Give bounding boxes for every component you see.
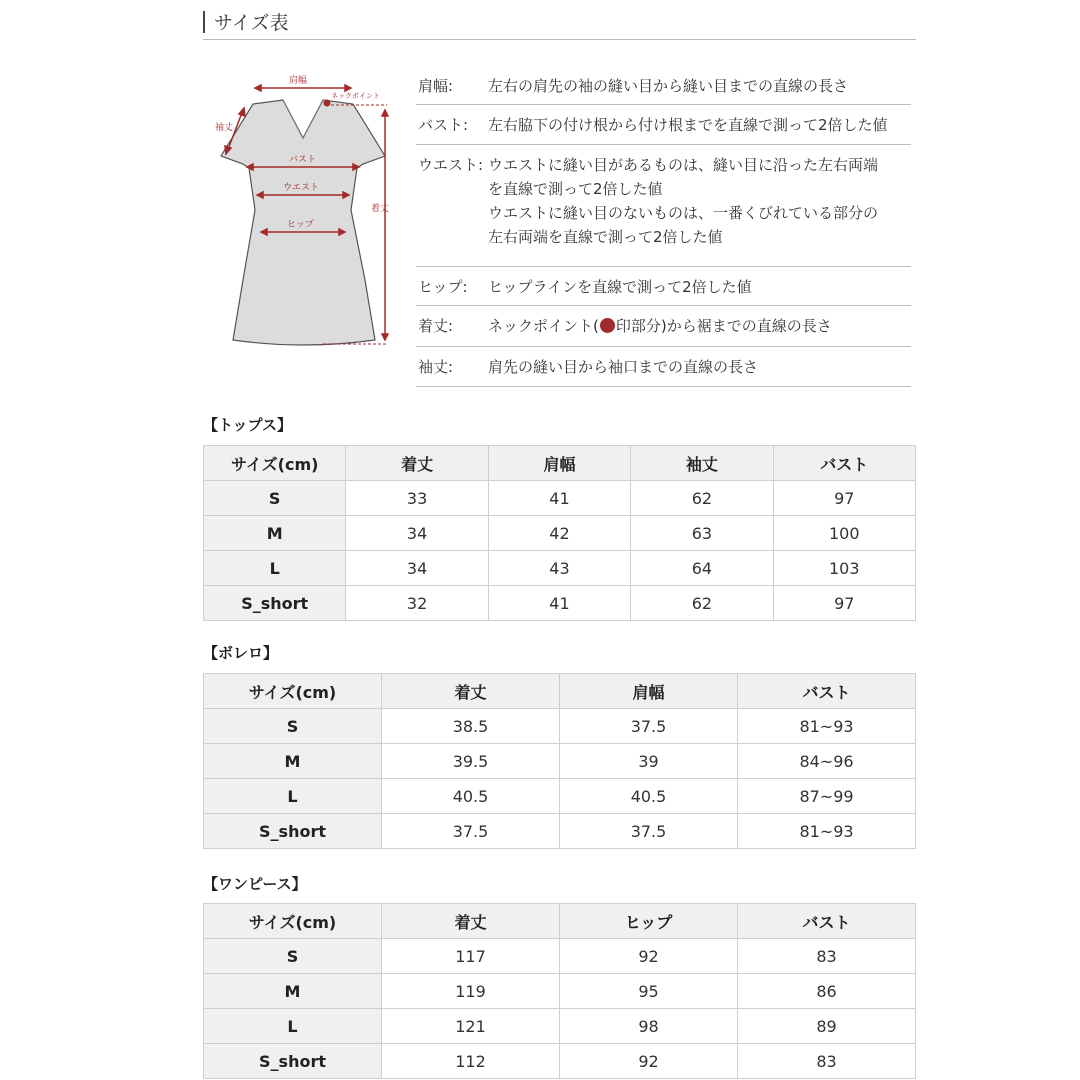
value-cell: 97 (773, 481, 915, 516)
size-cell: M (204, 516, 346, 551)
size-cell: S_short (204, 814, 382, 849)
header-cell: 袖丈 (631, 446, 773, 481)
definition-text-pre: ネックポイント( (488, 317, 599, 335)
definition-term: 着丈: (418, 317, 454, 335)
definition-text: 左右両端を直線で測って2倍した値 (488, 228, 723, 246)
definition-text-post: 印部分)から裾までの直線の長さ (615, 317, 832, 335)
size-cell: S_short (204, 1044, 382, 1079)
value-cell: 112 (382, 1044, 560, 1079)
header-cell: バスト (738, 674, 916, 709)
onepiece-size-table (203, 903, 916, 1079)
definition-term: 袖丈: (418, 358, 454, 376)
header-cell: 着丈 (346, 446, 488, 481)
value-cell: 83 (738, 1044, 916, 1079)
definition-text: を直線で測って2倍した値 (488, 180, 663, 198)
tops-section-title: 【トップス】 (203, 416, 292, 434)
value-cell: 87~99 (738, 779, 916, 814)
value-cell: 39 (560, 744, 738, 779)
onepiece-section-title: 【ワンピース】 (203, 875, 307, 893)
table-row (204, 1009, 916, 1044)
definition-term: 肩幅: (418, 77, 454, 95)
label-length: 着丈 (371, 204, 390, 214)
value-cell: 100 (773, 516, 915, 551)
value-cell: 32 (346, 586, 488, 621)
definition-hip (416, 267, 911, 306)
definition-term: ウエスト: (418, 156, 484, 174)
size-cell: S_short (204, 586, 346, 621)
size-cell: M (204, 744, 382, 779)
value-cell: 37.5 (560, 814, 738, 849)
definition-text (488, 314, 832, 338)
table-header-row (204, 446, 916, 481)
table-row (204, 481, 916, 516)
label-shoulder: 肩幅 (289, 76, 308, 86)
value-cell: 62 (631, 586, 773, 621)
definition-text: 左右脇下の付け根から付け根までを直線で測って2倍した値 (488, 116, 888, 134)
dress-illustration (203, 60, 403, 360)
header-cell: ヒップ (560, 904, 738, 939)
table-row (204, 779, 916, 814)
definition-waist (416, 145, 911, 267)
header-cell: 着丈 (382, 904, 560, 939)
definition-text: 左右の肩先の袖の縫い目から縫い目までの直線の長さ (488, 77, 849, 95)
definition-term: バスト: (418, 116, 469, 134)
table-row (204, 939, 916, 974)
value-cell: 62 (631, 481, 773, 516)
size-cell: L (204, 551, 346, 586)
header-accent-bar (203, 11, 205, 33)
size-cell: S (204, 939, 382, 974)
value-cell: 41 (488, 586, 630, 621)
label-bust: バスト (289, 155, 317, 165)
label-neck-point: ネックポイント (331, 92, 380, 100)
header-cell: 肩幅 (560, 674, 738, 709)
value-cell: 81~93 (738, 709, 916, 744)
size-cell: S (204, 481, 346, 516)
neck-point-marker (324, 100, 331, 107)
value-cell: 34 (346, 551, 488, 586)
definition-term: ヒップ: (418, 278, 468, 296)
header-cell: サイズ(cm) (204, 904, 382, 939)
value-cell: 84~96 (738, 744, 916, 779)
value-cell: 103 (773, 551, 915, 586)
value-cell: 38.5 (382, 709, 560, 744)
dress-diagram (203, 60, 403, 360)
table-row (204, 586, 916, 621)
bolero-size-table (203, 673, 916, 849)
table-row (204, 551, 916, 586)
table-row (204, 974, 916, 1009)
table-header-row (204, 904, 916, 939)
header-cell: サイズ(cm) (204, 674, 382, 709)
bolero-section-title: 【ボレロ】 (203, 644, 279, 662)
neck-point-dot-icon (600, 318, 615, 333)
table-header-row (204, 674, 916, 709)
definition-text: ヒップラインを直線で測って2倍した値 (488, 278, 752, 296)
header-cell: 着丈 (382, 674, 560, 709)
definition-sleeve (416, 347, 911, 387)
header-cell: 肩幅 (488, 446, 630, 481)
value-cell: 40.5 (560, 779, 738, 814)
table-row (204, 1044, 916, 1079)
table-row (204, 516, 916, 551)
table-row (204, 814, 916, 849)
header-cell: サイズ(cm) (204, 446, 346, 481)
size-cell: M (204, 974, 382, 1009)
value-cell: 64 (631, 551, 773, 586)
value-cell: 63 (631, 516, 773, 551)
table-row (204, 744, 916, 779)
value-cell: 39.5 (382, 744, 560, 779)
value-cell: 40.5 (382, 779, 560, 814)
label-sleeve: 袖丈 (215, 123, 234, 133)
value-cell: 34 (346, 516, 488, 551)
value-cell: 41 (488, 481, 630, 516)
page-title: サイズ表 (214, 12, 289, 34)
value-cell: 33 (346, 481, 488, 516)
definition-text: ウエストに縫い目のないものは、一番くびれている部分の (488, 204, 879, 222)
value-cell: 92 (560, 939, 738, 974)
value-cell: 89 (738, 1009, 916, 1044)
header-cell: バスト (738, 904, 916, 939)
size-cell: L (204, 779, 382, 814)
value-cell: 95 (560, 974, 738, 1009)
value-cell: 98 (560, 1009, 738, 1044)
label-hip: ヒップ (287, 220, 314, 230)
value-cell: 86 (738, 974, 916, 1009)
definition-text: 肩先の縫い目から袖口までの直線の長さ (488, 358, 759, 376)
value-cell: 42 (488, 516, 630, 551)
header-cell: バスト (773, 446, 915, 481)
value-cell: 37.5 (382, 814, 560, 849)
tops-size-table (203, 445, 916, 621)
value-cell: 119 (382, 974, 560, 1009)
page-header (203, 6, 916, 40)
table-row (204, 709, 916, 744)
value-cell: 83 (738, 939, 916, 974)
definition-shoulder (416, 66, 911, 105)
value-cell: 92 (560, 1044, 738, 1079)
value-cell: 121 (382, 1009, 560, 1044)
definition-bust (416, 105, 911, 145)
value-cell: 81~93 (738, 814, 916, 849)
value-cell: 43 (488, 551, 630, 586)
definition-length (416, 306, 911, 347)
value-cell: 37.5 (560, 709, 738, 744)
size-cell: S (204, 709, 382, 744)
definition-text: ウエストに縫い目があるものは、縫い目に沿った左右両端 (488, 156, 879, 174)
label-waist: ウエスト (283, 183, 320, 193)
size-cell: L (204, 1009, 382, 1044)
value-cell: 97 (773, 586, 915, 621)
value-cell: 117 (382, 939, 560, 974)
measurement-definitions (416, 66, 911, 387)
